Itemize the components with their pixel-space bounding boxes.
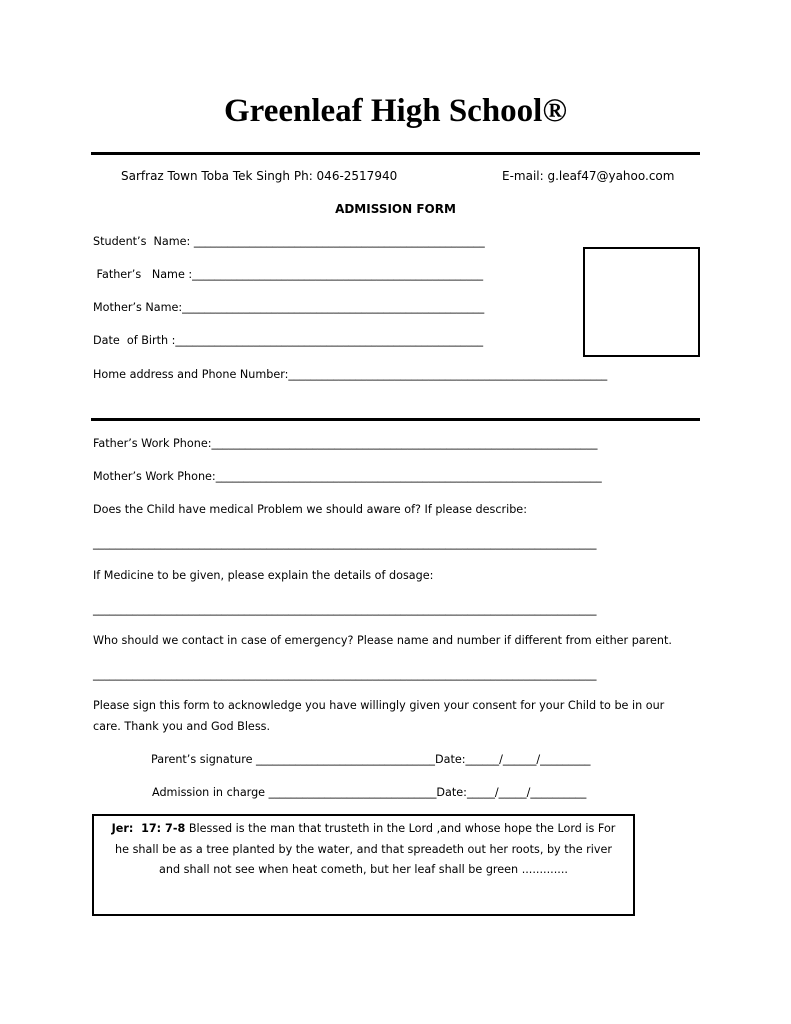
father-work-phone-field[interactable]: Father’s Work Phone:_____________________________________________________________________ [93,437,598,450]
medicine-answer-line[interactable]: __________________________________________________________________________________________ [93,603,597,616]
school-name: Greenleaf High School® [223,93,568,129]
consent-text-line1: Please sign this form to acknowledge you have willingly given your consent for your Child to be in our [93,699,665,712]
verse-line-2: he shall be as a tree planted by the water, and that spreadeth out her roots, by the river [115,843,612,856]
emergency-question: Who should we contact in case of emergency? Please name and number if different from either parent. [93,634,672,647]
father-name-field[interactable]: Father’s Name :____________________________________________________ [93,268,484,281]
student-name-field[interactable]: Student’s Name: ____________________________________________________ [93,235,485,248]
photo-box [583,247,700,357]
date-of-birth-field[interactable]: Date of Birth :_______________________________________________________ [93,334,484,347]
verse-reference: Jer: 17: 7-8 [111,822,186,835]
home-address-field[interactable]: Home address and Phone Number:_________________________________________________________ [93,368,608,381]
consent-text-line2: care. Thank you and God Bless. [93,720,271,733]
admission-signature-field[interactable]: Admission in charge ______________________________Date:_____/_____/__________ [152,786,587,799]
verse-line-3: and shall not see when heat cometh, but her leaf shall be green ............. [159,863,568,876]
mother-work-phone-field[interactable]: Mother’s Work Phone:_____________________________________________________________________ [93,470,602,483]
medical-answer-line[interactable]: __________________________________________________________________________________________ [93,537,597,550]
school-email: E-mail: g.leaf47@yahoo.com [502,169,675,183]
emergency-answer-line[interactable]: __________________________________________________________________________________________ [93,668,597,681]
header-divider [91,152,700,155]
section-divider [91,418,700,421]
verse-text-1: Blessed is the man that trusteth in the Lord ,and whose hope the Lord is For [185,822,616,835]
verse-box [92,814,635,916]
school-address: Sarfraz Town Toba Tek Singh Ph: 046-2517940 [121,169,398,183]
medical-question: Does the Child have medical Problem we should aware of? If please describe: [93,503,527,516]
mother-name-field[interactable]: Mother’s Name:______________________________________________________ [93,301,485,314]
form-title: ADMISSION FORM [335,202,456,216]
parent-signature-field[interactable]: Parent’s signature ________________________________Date:______/______/_________ [151,753,591,766]
verse-line-1 [94,822,633,835]
medicine-question: If Medicine to be given, please explain the details of dosage: [93,569,434,582]
